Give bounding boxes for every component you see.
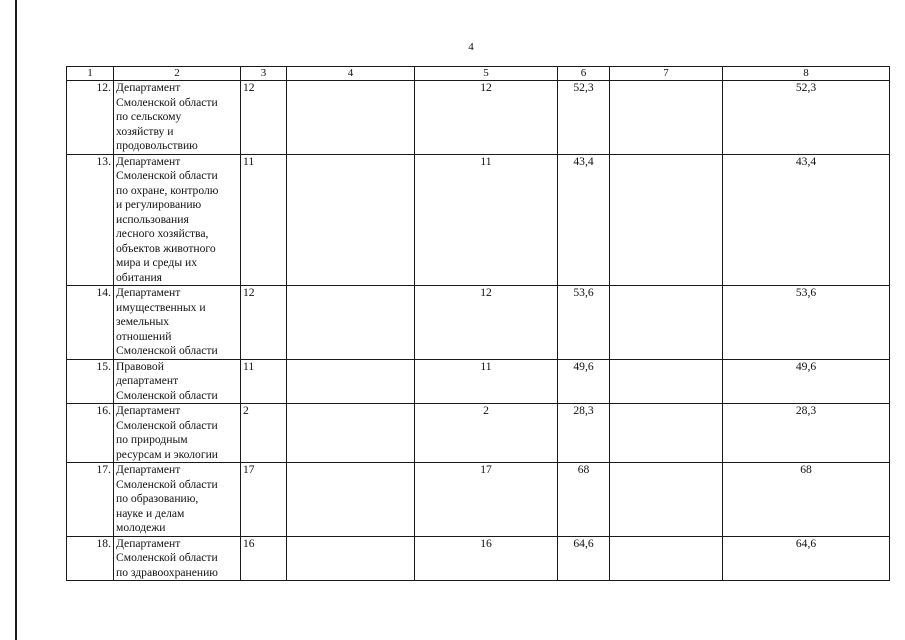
column-header-5: 5: [415, 67, 558, 81]
department-name: Департамент Смоленской области по природным ресурсам и экологии: [114, 404, 241, 463]
cell-col-3: 2: [241, 404, 287, 463]
page-binding-line: [15, 0, 17, 640]
cell-col-4: [287, 463, 415, 537]
cell-col-4: [287, 359, 415, 404]
cell-col-7: [610, 154, 723, 286]
cell-col-5: 17: [415, 463, 558, 537]
department-name: Правовой департамент Смоленской области: [114, 359, 241, 404]
data-table: [66, 66, 890, 581]
cell-col-3: 16: [241, 536, 287, 581]
cell-col-7: [610, 81, 723, 155]
department-name: Департамент Смоленской области по здравоохранению: [114, 536, 241, 581]
cell-col-5: 2: [415, 404, 558, 463]
cell-col-8: 64,6: [723, 536, 890, 581]
cell-col-7: [610, 536, 723, 581]
table-row: [67, 286, 890, 360]
cell-col-5: 11: [415, 359, 558, 404]
cell-col-5: 11: [415, 154, 558, 286]
table-row: [67, 154, 890, 286]
cell-col-4: [287, 404, 415, 463]
cell-col-4: [287, 286, 415, 360]
cell-col-6: 49,6: [558, 359, 610, 404]
cell-col-8: 52,3: [723, 81, 890, 155]
column-header-8: 8: [723, 67, 890, 81]
cell-col-6: 53,6: [558, 286, 610, 360]
cell-col-6: 43,4: [558, 154, 610, 286]
cell-col-7: [610, 359, 723, 404]
row-number: 15.: [67, 359, 114, 404]
cell-col-5: 12: [415, 286, 558, 360]
row-number: 17.: [67, 463, 114, 537]
row-number: 12.: [67, 81, 114, 155]
cell-col-7: [610, 463, 723, 537]
department-name: Департамент Смоленской области по сельскому хозяйству и продовольствию: [114, 81, 241, 155]
column-header-4: 4: [287, 67, 415, 81]
column-header-7: 7: [610, 67, 723, 81]
cell-col-5: 12: [415, 81, 558, 155]
table-row: [67, 404, 890, 463]
cell-col-8: 43,4: [723, 154, 890, 286]
table-row: [67, 463, 890, 537]
cell-col-6: 68: [558, 463, 610, 537]
column-header-2: 2: [114, 67, 241, 81]
cell-col-8: 53,6: [723, 286, 890, 360]
column-header-6: 6: [558, 67, 610, 81]
row-number: 14.: [67, 286, 114, 360]
cell-col-8: 28,3: [723, 404, 890, 463]
department-name: Департамент Смоленской области по охране, контролю и регулированию использования лесного хозяйства, объектов животного мира и среды их обитания: [114, 154, 241, 286]
cell-col-7: [610, 404, 723, 463]
cell-col-5: 16: [415, 536, 558, 581]
row-number: 16.: [67, 404, 114, 463]
table-row: [67, 536, 890, 581]
cell-col-8: 68: [723, 463, 890, 537]
cell-col-4: [287, 536, 415, 581]
cell-col-6: 28,3: [558, 404, 610, 463]
cell-col-4: [287, 81, 415, 155]
cell-col-4: [287, 154, 415, 286]
cell-col-7: [610, 286, 723, 360]
row-number: 18.: [67, 536, 114, 581]
cell-col-8: 49,6: [723, 359, 890, 404]
department-name: Департамент имущественных и земельных отношений Смоленской области: [114, 286, 241, 360]
cell-col-6: 64,6: [558, 536, 610, 581]
row-number: 13.: [67, 154, 114, 286]
cell-col-3: 12: [241, 81, 287, 155]
table-row: [67, 359, 890, 404]
table-row: [67, 81, 890, 155]
page-number: 4: [468, 41, 474, 53]
cell-col-6: 52,3: [558, 81, 610, 155]
department-name: Департамент Смоленской области по образованию, науке и делам молодежи: [114, 463, 241, 537]
column-header-3: 3: [241, 67, 287, 81]
table-header-row: [67, 67, 890, 81]
cell-col-3: 17: [241, 463, 287, 537]
column-header-1: 1: [67, 67, 114, 81]
cell-col-3: 11: [241, 154, 287, 286]
cell-col-3: 11: [241, 359, 287, 404]
cell-col-3: 12: [241, 286, 287, 360]
